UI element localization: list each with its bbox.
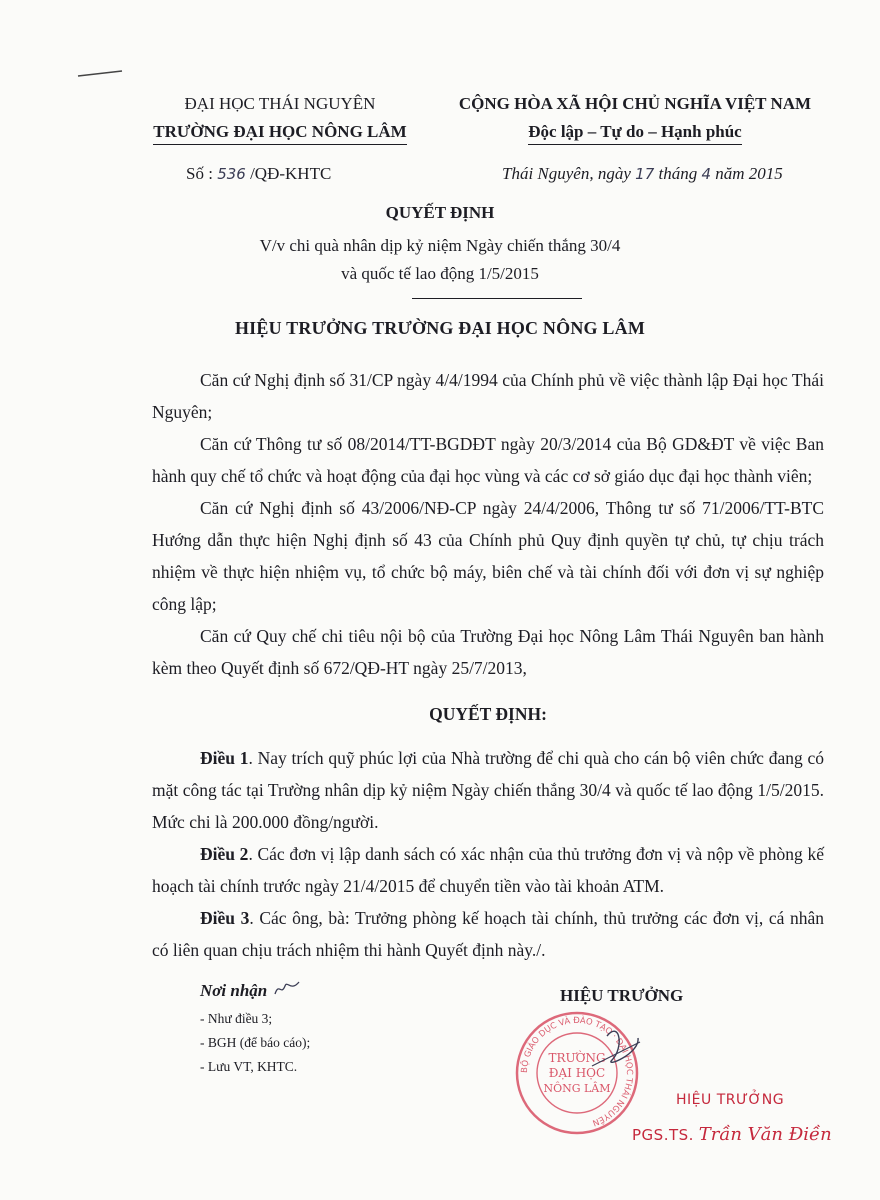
recipient-item: - Lưu VT, KHTC. [200,1055,310,1079]
official-seal [512,1008,642,1138]
date-day-handwritten: 17 [635,165,655,183]
header-left [110,90,450,146]
signer-degree: PGS.TS. [632,1126,694,1144]
date-place: Thái Nguyên, ngày [502,164,631,183]
header-right [430,90,840,146]
date-year: năm 2015 [715,164,783,183]
decision-header: QUYẾT ĐỊNH: [429,704,547,724]
date-month-handwritten: 4 [701,165,712,183]
signer-title: HIỆU TRƯỞNG [560,986,684,1005]
republic-name: CỘNG HÒA XÃ HỘI CHỦ NGHĨA VIỆT NAM [458,94,812,113]
article-1 [152,742,824,838]
recipient-item: - BGH (để báo cáo); [200,1031,310,1055]
seal-ring-text: BỘ GIÁO DỤC VÀ ĐÀO TẠO · ĐẠI HỌC THÁI NGUYÊN [519,1015,635,1128]
recipients-list [200,1007,310,1079]
recipients-block [200,978,310,1079]
document-body [152,364,824,966]
doc-number-handwritten: 536 [217,165,246,183]
school-name: TRƯỜNG ĐẠI HỌC NÔNG LÂM [153,120,406,145]
article-text: . Các đơn vị lập danh sách có xác nhận của thủ trưởng đơn vị và nộp về phòng kế hoạch tài chính trước ngày 21/4/2015 để chuyển tiền vào tài khoản ATM. [152,844,825,896]
recipient-item: - Như điều 3; [200,1007,310,1031]
article-text: . Các ông, bà: Trưởng phòng kế hoạch tài chính, thủ trưởng các đơn vị, cá nhân có liên quan chịu trách nhiệm thi hành Quyết định này./. [152,908,824,960]
subject-line-1: V/v chi quà nhân dịp kỷ niệm Ngày chiến thắng 30/4 [259,236,621,255]
article-text: . Nay trích quỹ phúc lợi của Nhà trường để chi quà cho cán bộ viên chức đang có mặt công tác tại Trường nhân dịp kỷ niệm Ngày chiến thắng 30/4 và quốc tế lao động 1/5/2015. Mức chi là 200.000 đồng/người. [152,748,824,832]
doc-number-suffix: /QĐ-KHTC [250,164,332,183]
seal-line-2: ĐẠI HỌC [548,1066,606,1080]
initials-mark [271,978,301,1000]
date-month-label: tháng [658,164,698,183]
doc-number-prefix: Số : [186,164,213,183]
decision-title: QUYẾT ĐỊNH [385,203,495,222]
article-label: Điều 1 [200,748,249,768]
article-label: Điều 2 [200,844,249,864]
subject-line-2: và quốc tế lao động 1/5/2015 [341,264,539,283]
article-label: Điều 3 [200,908,250,928]
signer-name-stamp [632,1124,832,1145]
document-number [186,164,331,184]
article-3 [152,902,824,966]
seal-line-3: NÔNG LÂM [543,1082,611,1095]
recipients-label: Nơi nhận [200,981,268,1000]
preamble-paragraph: Căn cứ Nghị định số 31/CP ngày 4/4/1994 của Chính phủ về việc thành lập Đại học Thái Nguyên; [152,370,824,422]
signer-position-stamp: HIỆU TRƯỞNG [676,1092,785,1108]
seal-line-1: TRƯỜNG [548,1051,606,1065]
issuing-authority: HIỆU TRƯỞNG TRƯỜNG ĐẠI HỌC NÔNG LÂM [234,318,646,338]
signer-name: Trần Văn Điền [698,1124,832,1145]
preamble-paragraph: Căn cứ Nghị định số 43/2006/NĐ-CP ngày 24/4/2006, Thông tư số 71/2006/TT-BTC Hướng dẫn thực hiện Nghị định số 43 của Chính phủ Quy định quyền tự chủ, tự chịu trách nhiệm về thực hiện nhiệm vụ, tổ chức bộ máy, biên chế và tài chính đối với đơn vị sự nghiệp công lập; [152,498,824,614]
preamble-paragraph: Căn cứ Quy chế chi tiêu nội bộ của Trường Đại học Nông Lâm Thái Nguyên ban hành kèm theo Quyết định số 672/QĐ-HT ngày 25/7/2013, [152,626,824,678]
national-motto: Độc lập – Tự do – Hạnh phúc [528,120,741,145]
preamble-paragraph: Căn cứ Thông tư số 08/2014/TT-BGDĐT ngày 20/3/2014 của Bộ GD&ĐT về việc Ban hành quy chế tổ chức và hoạt động của đại học vùng và các cơ sở giáo dục đại học thành viên; [152,434,824,486]
document-date [502,164,783,184]
decision-subject [0,232,880,288]
university-name: ĐẠI HỌC THÁI NGUYÊN [184,94,376,113]
stray-pen-mark [76,66,126,82]
title-divider [412,298,582,299]
article-2 [152,838,824,902]
